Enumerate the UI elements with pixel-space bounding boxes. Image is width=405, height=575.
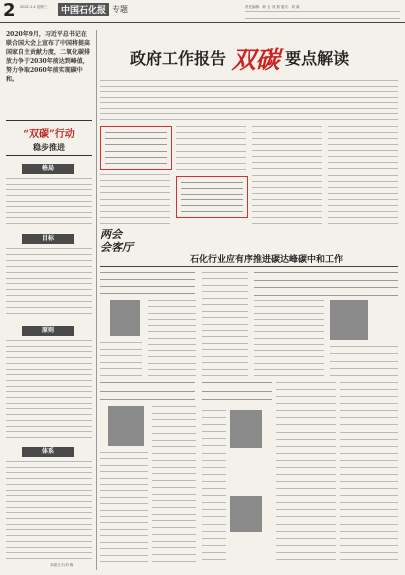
callout-box [100, 126, 172, 170]
interview-logo: 两会 会客厅 [100, 228, 133, 254]
person-photo [230, 410, 262, 448]
person-photo [108, 406, 144, 446]
action-badge [6, 120, 92, 156]
intro-text: 2020年9月，习近平总书记在联合国大会上宣布了中国将提高国家自主贡献力度，二氧化碳排放力争于2030年前达到峰值，努力争取2060年前实现碳中和。 [6, 31, 91, 83]
person-photo [330, 300, 368, 340]
page-number: 2 [3, 0, 16, 21]
section-label: 体系 [22, 447, 74, 457]
section-label: 原则 [22, 326, 74, 336]
callout-box [176, 176, 248, 218]
footer-note: 本版文字/刘 梅 [50, 563, 74, 567]
editor-info: 责任编辑：韩 玉 刘 燕 版式：刘 新 [245, 5, 300, 9]
badge-title: “双碳”行动 [23, 129, 75, 140]
date-line: 2022.1.4 星期三 [20, 5, 48, 9]
badge-subtitle: 稳步推进 [33, 142, 65, 152]
person-photo [230, 496, 262, 532]
main-headline: 政府工作报告 双碳 要点解读 [130, 45, 350, 74]
section-label: 格局 [22, 164, 74, 174]
sub-headline: 石化行业应有序推进碳达峰碳中和工作 [190, 255, 344, 265]
headline-highlight: 双碳 [231, 45, 280, 74]
section-name: 专题 [112, 5, 128, 14]
paper-name: 中国石化报 [58, 3, 109, 16]
section-label: 目标 [22, 234, 74, 244]
page-header [0, 0, 405, 23]
person-photo [110, 300, 140, 336]
